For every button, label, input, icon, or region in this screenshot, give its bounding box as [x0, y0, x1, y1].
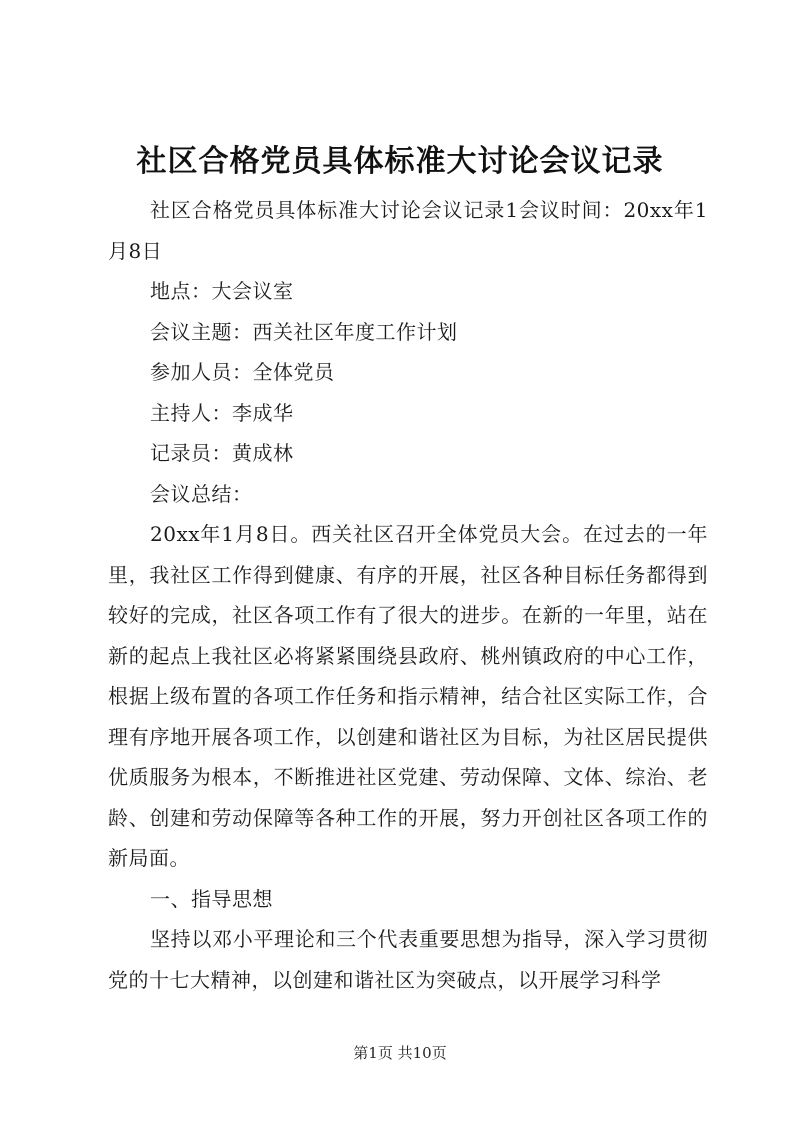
summary-heading-paragraph: 会议总结：	[150, 481, 253, 506]
document-title: 社区合格党员具体标准大讨论会议记录	[136, 144, 664, 179]
location-paragraph: 地点：大会议室	[150, 279, 294, 303]
document-body	[108, 190, 708, 1000]
meeting-time-paragraph: 社区合格党员具体标准大讨论会议记录1会议时间：20xx年1月8日	[108, 198, 708, 263]
topic-paragraph: 会议主题：西关社区年度工作计划	[150, 319, 458, 344]
summary-body-paragraph: 20xx年1月8日。西关社区召开全体党员大会。在过去的一年里，我社区工作得到健康、有序的开展，社区各种目标任务都得到较好的完成，社区各项工作有了很大的进步。在新的一年里，站在新的起点上我社区必将紧紧围绕县政府、桃州镇政府的中心工作，根据上级布置的各项工作任务和指示精神，结合社区实际工作，合理有序地开展各项工作，以创建和谐社区为目标，为社区居民提供优质服务为根本，不断推进社区党建、劳动保障、文体、综治、老龄、创建和劳动保障等各种工作的开展，努力开创社区各项工作的新局面。	[108, 522, 708, 870]
page-number-footer: 第1页 共10页	[353, 1044, 447, 1062]
guiding-ideology-paragraph: 坚持以邓小平理论和三个代表重要思想为指导，深入学习贯彻党的十七大精神，以创建和谐社区为突破点，以开展学习科学	[108, 927, 708, 992]
section-heading-paragraph: 一、指导思想	[150, 886, 273, 911]
recorder-paragraph: 记录员：黄成林	[150, 441, 294, 465]
host-paragraph: 主持人：李成华	[150, 400, 294, 425]
attendees-paragraph: 参加人员：全体党员	[150, 360, 335, 384]
